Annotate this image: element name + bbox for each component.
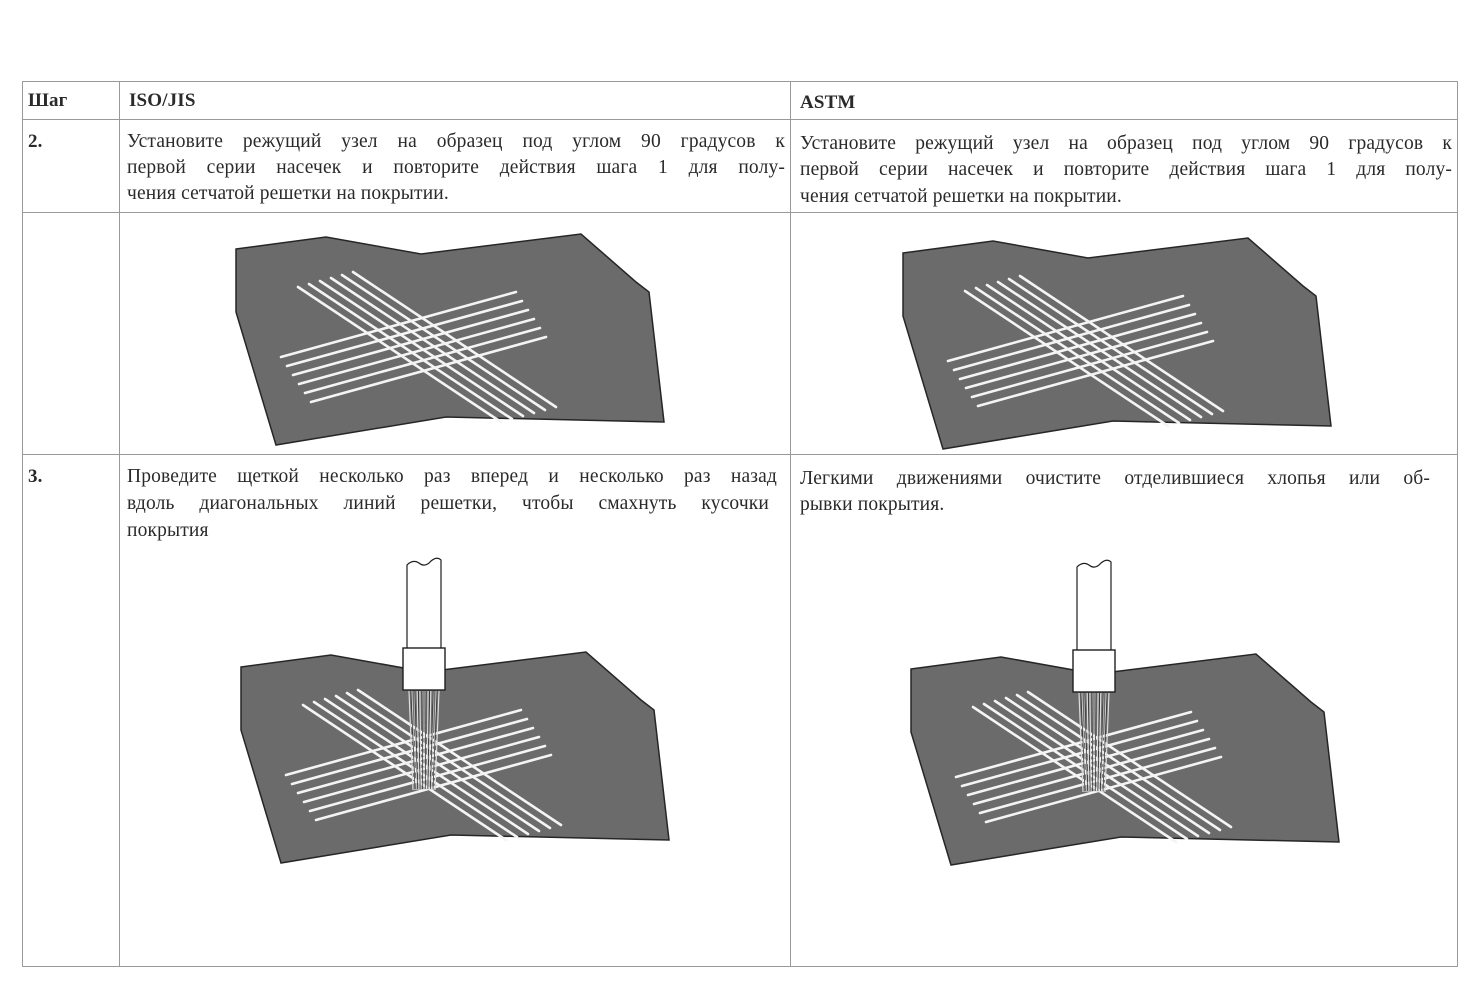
coated-panel	[236, 234, 664, 445]
coated-panel	[241, 652, 669, 863]
text-line: чения сетчатой решетки на покрытии.	[800, 186, 1122, 207]
astm-step2-figure	[903, 238, 1331, 449]
coated-panel	[903, 238, 1331, 449]
step-number-3: 3.	[28, 466, 43, 487]
header-step: Шаг	[28, 90, 68, 111]
text-line: покрытия	[127, 520, 209, 541]
text-line: Установите режущий узел на образец под углом 90 градусов к	[800, 133, 1452, 154]
header-iso-jis: ISO/JIS	[129, 90, 196, 111]
text-line: Установите режущий узел на образец под углом 90 градусов к	[127, 131, 785, 152]
text-line: Проведите щеткой несколько раз вперед и несколько раз назад	[127, 466, 777, 487]
brush-ferrule	[403, 648, 445, 690]
text-line: первой серии насечек и повторите действия шага 1 для полу-	[127, 157, 785, 178]
astm-step3-figure	[911, 560, 1339, 865]
text-line: первой серии насечек и повторите действия шага 1 для полу-	[800, 159, 1452, 180]
coated-panel	[911, 654, 1339, 865]
header-astm: ASTM	[800, 92, 856, 113]
iso-step2-figure	[236, 234, 664, 445]
text-line: Легкими движениями очистите отделившиеся хлопья или об-	[800, 468, 1430, 489]
iso-step3-figure	[241, 558, 669, 863]
text-line: вдоль диагональных линий решетки, чтобы смахнуть кусочки	[127, 493, 769, 514]
step-number-2: 2.	[28, 131, 43, 152]
brush-handle	[407, 558, 441, 650]
brush-ferrule	[1073, 650, 1115, 692]
brush-handle	[1077, 560, 1111, 652]
text-line: чения сетчатой решетки на покрытии.	[127, 183, 449, 204]
text-line: рывки покрытия.	[800, 494, 945, 515]
